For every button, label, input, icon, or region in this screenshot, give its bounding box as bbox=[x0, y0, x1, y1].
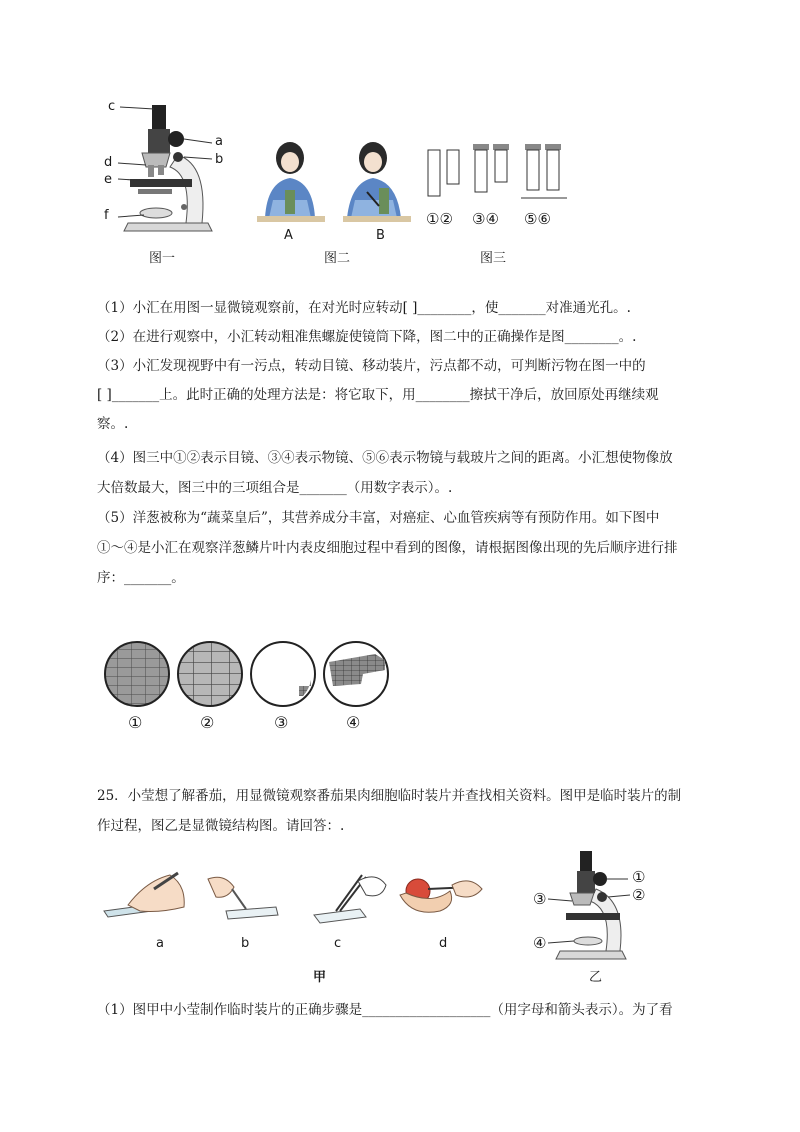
figure-2-students bbox=[255, 140, 425, 230]
figure-3-numbers-34: ③④ bbox=[472, 210, 499, 228]
figure-1-label-e: e bbox=[104, 172, 112, 187]
figure-3-lenses bbox=[425, 140, 575, 215]
figure-3-caption: 图三 bbox=[480, 251, 507, 266]
question-24-line-6: （4）图三中①②表示目镜、③④表示物镜、⑤⑥表示物镜与载玻片之间的距离。小汇想使物像放 bbox=[97, 450, 673, 466]
figure-jia-step-b: b bbox=[241, 936, 250, 951]
question-24-line-7: 大倍数最大，图三中的三项组合是_______（用数字表示）。. bbox=[97, 480, 453, 496]
slide-preparation-icon bbox=[100, 865, 500, 930]
figure-1-label-a: a bbox=[215, 134, 223, 149]
figure-jia-steps bbox=[100, 865, 500, 930]
cell-image-label-4: ④ bbox=[346, 713, 361, 732]
figure-1-caption: 图一 bbox=[149, 251, 176, 266]
figure-jia-caption: 甲 bbox=[313, 970, 327, 985]
figure-1-microscope bbox=[100, 95, 240, 245]
figure-yi-label-4: ④ bbox=[533, 934, 547, 952]
figure-2-option-a: A bbox=[284, 228, 293, 243]
figure-2-option-b: B bbox=[376, 228, 385, 243]
figure-1-label-f: f bbox=[104, 208, 109, 223]
figure-jia-step-d: d bbox=[439, 936, 448, 951]
cell-image-label-2: ② bbox=[200, 713, 215, 732]
question-24-line-9: ①～④是小汇在观察洋葱鳞片叶内表皮细胞过程中看到的图像，请根据图像出现的先后顺序进行排 bbox=[97, 540, 678, 556]
microscope-icon bbox=[100, 95, 240, 245]
microscope-icon bbox=[530, 845, 660, 965]
figure-yi-label-1: ① bbox=[632, 868, 646, 886]
question-24-line-10: 序：_______。 bbox=[97, 570, 185, 586]
figure-3-numbers-56: ⑤⑥ bbox=[524, 210, 551, 228]
cell-image-label-1: ① bbox=[128, 713, 143, 732]
question-24-line-2: （2）在进行观察中，小汇转动粗准焦螺旋使镜筒下降，图二中的正确操作是图________。. bbox=[97, 329, 637, 345]
cell-image-label-3: ③ bbox=[274, 713, 289, 732]
figure-yi-label-2: ② bbox=[632, 886, 646, 904]
figure-jia-step-a: a bbox=[156, 936, 164, 951]
cell-view-icon bbox=[103, 640, 403, 710]
figure-jia-step-c: c bbox=[334, 936, 342, 951]
figure-yi-caption: 乙 bbox=[589, 970, 603, 985]
figure-2-caption: 图二 bbox=[324, 251, 351, 266]
student-operation-icon bbox=[255, 140, 425, 230]
figure-1-label-d: d bbox=[104, 155, 113, 170]
figure-yi-label-3: ③ bbox=[533, 890, 547, 908]
figure-yi-microscope bbox=[530, 845, 660, 965]
question-25-sub-1: （1）图甲中小莹制作临时装片的正确步骤是___________________（用字母和箭头表示）。为了看 bbox=[97, 1002, 673, 1018]
figure-1-label-c: c bbox=[108, 99, 116, 114]
question-25-line-2: 作过程，图乙是显微镜结构图。请回答：. bbox=[97, 818, 345, 834]
question-24-line-1: （1）小汇在用图一显微镜观察前，在对光时应转动[ ]________，使_______对准通光孔。. bbox=[97, 300, 631, 316]
lens-diagram-icon bbox=[425, 140, 575, 215]
question-25-line-1: 25．小莹想了解番茄，用显微镜观察番茄果肉细胞临时装片并查找相关资料。图甲是临时装片的制 bbox=[97, 788, 682, 804]
question-24-line-8: （5）洋葱被称为“蔬菜皇后”，其营养成分丰富，对癌症、心血管疾病等有预防作用。如下图中 bbox=[97, 510, 660, 526]
question-24-line-5: 察。. bbox=[97, 416, 129, 432]
question-24-line-4: [ ]_______上。此时正确的处理方法是：将它取下，用________擦拭干净后，放回原处再继续观 bbox=[97, 387, 659, 403]
question-24-line-3: （3）小汇发现视野中有一污点，转动目镜、移动装片，污点都不动，可判断污物在图一中的 bbox=[97, 358, 646, 374]
figure-1-label-b: b bbox=[215, 152, 224, 167]
figure-3-numbers-12: ①② bbox=[426, 210, 453, 228]
